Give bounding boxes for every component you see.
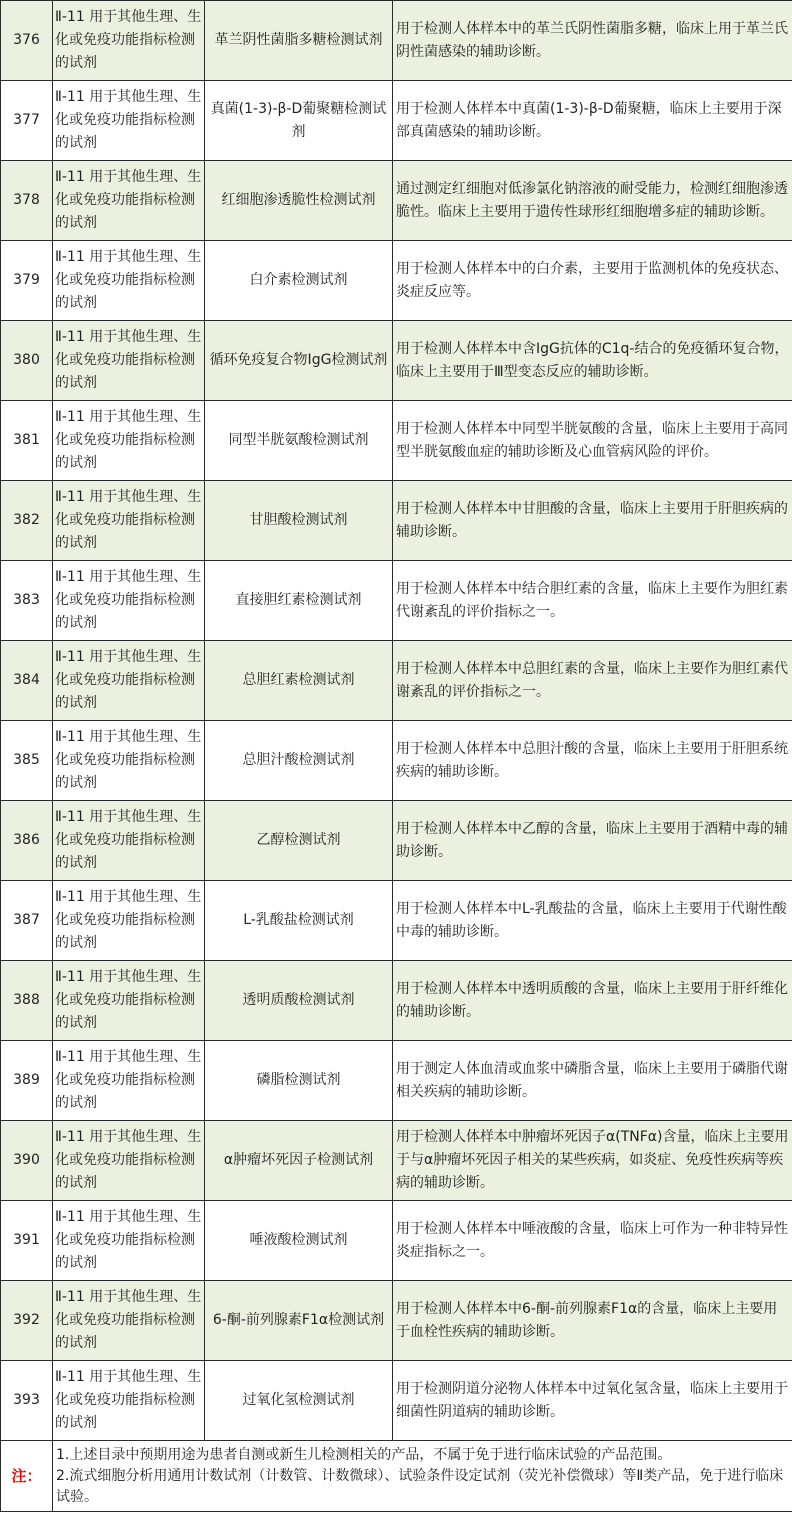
row-category: Ⅱ-11 用于其他生理、生化或免疫功能指标检测的试剂 [53, 1121, 205, 1201]
row-category: Ⅱ-11 用于其他生理、生化或免疫功能指标检测的试剂 [53, 481, 205, 561]
row-number: 377 [1, 81, 53, 161]
row-category: Ⅱ-11 用于其他生理、生化或免疫功能指标检测的试剂 [53, 801, 205, 881]
row-number: 391 [1, 1201, 53, 1281]
row-number: 382 [1, 481, 53, 561]
table-row [1, 1281, 792, 1361]
row-intended-use: 用于检测人体样本中含IgG抗体的C1q-结合的免疫循环复合物，临床上主要用于Ⅲ型变态反应的辅助诊断。 [393, 321, 792, 401]
row-number: 380 [1, 321, 53, 401]
row-category: Ⅱ-11 用于其他生理、生化或免疫功能指标检测的试剂 [53, 561, 205, 641]
row-product-name: 磷脂检测试剂 [205, 1041, 393, 1121]
table-row [1, 401, 792, 481]
table-row [1, 801, 792, 881]
table-row [1, 81, 792, 161]
row-intended-use: 用于检测人体样本中总胆汁酸的含量，临床上主要用于肝胆系统疾病的辅助诊断。 [393, 721, 792, 801]
row-number: 379 [1, 241, 53, 321]
table-row [1, 881, 792, 961]
row-category: Ⅱ-11 用于其他生理、生化或免疫功能指标检测的试剂 [53, 401, 205, 481]
row-category: Ⅱ-11 用于其他生理、生化或免疫功能指标检测的试剂 [53, 641, 205, 721]
table-row [1, 1361, 792, 1441]
row-intended-use: 用于检测人体样本中的白介素，主要用于监测机体的免疫状态、炎症反应等。 [393, 241, 792, 321]
row-number: 376 [1, 1, 53, 81]
row-intended-use: 通过测定红细胞对低渗氯化钠溶液的耐受能力，检测红细胞渗透脆性。临床上主要用于遗传性球形红细胞增多症的辅助诊断。 [393, 161, 792, 241]
row-number: 392 [1, 1281, 53, 1361]
row-intended-use: 用于检测人体样本中真菌(1-3)-β-D葡聚糖，临床上主要用于深部真菌感染的辅助诊断。 [393, 81, 792, 161]
row-product-name: 白介素检测试剂 [205, 241, 393, 321]
row-product-name: 同型半胱氨酸检测试剂 [205, 401, 393, 481]
row-category: Ⅱ-11 用于其他生理、生化或免疫功能指标检测的试剂 [53, 1041, 205, 1121]
row-number: 390 [1, 1121, 53, 1201]
row-intended-use: 用于检测人体样本中结合胆红素的含量，临床上主要作为胆红素代谢紊乱的评价指标之一。 [393, 561, 792, 641]
row-category: Ⅱ-11 用于其他生理、生化或免疫功能指标检测的试剂 [53, 1361, 205, 1441]
note-text [53, 1441, 792, 1512]
row-category: Ⅱ-11 用于其他生理、生化或免疫功能指标检测的试剂 [53, 881, 205, 961]
row-intended-use: 用于检测阴道分泌物人体样本中过氧化氢含量，临床上主要用于细菌性阴道病的辅助诊断。 [393, 1361, 792, 1441]
row-intended-use: 用于检测人体样本中的革兰氏阴性菌脂多糖，临床上用于革兰氏阴性菌感染的辅助诊断。 [393, 1, 792, 81]
table-row [1, 241, 792, 321]
row-intended-use: 用于检测人体样本中透明质酸的含量，临床上主要用于肝纤维化的辅助诊断。 [393, 961, 792, 1041]
row-category: Ⅱ-11 用于其他生理、生化或免疫功能指标检测的试剂 [53, 961, 205, 1041]
table-row [1, 641, 792, 721]
row-product-name: 透明质酸检测试剂 [205, 961, 393, 1041]
row-intended-use: 用于检测人体样本中肿瘤坏死因子α(TNFα)含量，临床上主要用于与α肿瘤坏死因子相关的某些疾病，如炎症、免疫性疾病等疾病的辅助诊断。 [393, 1121, 792, 1201]
row-number: 388 [1, 961, 53, 1041]
row-number: 378 [1, 161, 53, 241]
row-product-name: α肿瘤坏死因子检测试剂 [205, 1121, 393, 1201]
table-row [1, 1041, 792, 1121]
note-line-2: 2.流式细胞分析用通用计数试剂（计数管、计数微球）、试验条件设定试剂（荧光补偿微球）等Ⅱ类产品，免于进行临床试验。 [56, 1467, 784, 1505]
row-product-name: 总胆红素检测试剂 [205, 641, 393, 721]
row-product-name: 6-酮-前列腺素F1α检测试剂 [205, 1281, 393, 1361]
row-category: Ⅱ-11 用于其他生理、生化或免疫功能指标检测的试剂 [53, 321, 205, 401]
row-category: Ⅱ-11 用于其他生理、生化或免疫功能指标检测的试剂 [53, 1, 205, 81]
row-product-name: 红细胞渗透脆性检测试剂 [205, 161, 393, 241]
row-number: 383 [1, 561, 53, 641]
row-intended-use: 用于检测人体样本中同型半胱氨酸的含量，临床上主要用于高同型半胱氨酸血症的辅助诊断及心血管病风险的评价。 [393, 401, 792, 481]
table-body [1, 1, 792, 1512]
table-row [1, 1, 792, 81]
row-category: Ⅱ-11 用于其他生理、生化或免疫功能指标检测的试剂 [53, 241, 205, 321]
row-intended-use: 用于检测人体样本中唾液酸的含量，临床上可作为一种非特异性炎症指标之一。 [393, 1201, 792, 1281]
row-number: 386 [1, 801, 53, 881]
row-product-name: L-乳酸盐检测试剂 [205, 881, 393, 961]
row-intended-use: 用于检测人体样本中6-酮-前列腺素F1α的含量，临床上主要用于血栓性疾病的辅助诊断。 [393, 1281, 792, 1361]
row-product-name: 总胆汁酸检测试剂 [205, 721, 393, 801]
row-product-name: 甘胆酸检测试剂 [205, 481, 393, 561]
row-number: 381 [1, 401, 53, 481]
note-label: 注： [1, 1441, 53, 1512]
row-product-name: 直接胆红素检测试剂 [205, 561, 393, 641]
row-number: 387 [1, 881, 53, 961]
row-product-name: 乙醇检测试剂 [205, 801, 393, 881]
row-number: 393 [1, 1361, 53, 1441]
row-intended-use: 用于检测人体样本中乙醇的含量，临床上主要用于酒精中毒的辅助诊断。 [393, 801, 792, 881]
row-product-name: 过氧化氢检测试剂 [205, 1361, 393, 1441]
row-intended-use: 用于检测人体样本中L-乳酸盐的含量，临床上主要用于代谢性酸中毒的辅助诊断。 [393, 881, 792, 961]
row-category: Ⅱ-11 用于其他生理、生化或免疫功能指标检测的试剂 [53, 1201, 205, 1281]
row-product-name: 唾液酸检测试剂 [205, 1201, 393, 1281]
table-row [1, 1121, 792, 1201]
row-number: 384 [1, 641, 53, 721]
table-row [1, 321, 792, 401]
row-product-name: 革兰阴性菌脂多糖检测试剂 [205, 1, 393, 81]
row-category: Ⅱ-11 用于其他生理、生化或免疫功能指标检测的试剂 [53, 81, 205, 161]
row-product-name: 真菌(1-3)-β-D葡聚糖检测试剂 [205, 81, 393, 161]
row-product-name: 循环免疫复合物IgG检测试剂 [205, 321, 393, 401]
row-category: Ⅱ-11 用于其他生理、生化或免疫功能指标检测的试剂 [53, 161, 205, 241]
row-number: 389 [1, 1041, 53, 1121]
note-row [1, 1441, 792, 1512]
row-category: Ⅱ-11 用于其他生理、生化或免疫功能指标检测的试剂 [53, 1281, 205, 1361]
row-category: Ⅱ-11 用于其他生理、生化或免疫功能指标检测的试剂 [53, 721, 205, 801]
table-row [1, 481, 792, 561]
table-row [1, 961, 792, 1041]
row-intended-use: 用于检测人体样本中甘胆酸的含量，临床上主要用于肝胆疾病的辅助诊断。 [393, 481, 792, 561]
table-row [1, 721, 792, 801]
note-line-1: 1.上述目录中预期用途为患者自测或新生儿检测相关的产品，不属于免于进行临床试验的产品范围。 [56, 1446, 672, 1463]
table-row [1, 1201, 792, 1281]
row-intended-use: 用于测定人体血清或血浆中磷脂含量，临床上主要用于磷脂代谢相关疾病的辅助诊断。 [393, 1041, 792, 1121]
table-row [1, 161, 792, 241]
row-number: 385 [1, 721, 53, 801]
row-intended-use: 用于检测人体样本中总胆红素的含量，临床上主要作为胆红素代谢紊乱的评价指标之一。 [393, 641, 792, 721]
table-row [1, 561, 792, 641]
